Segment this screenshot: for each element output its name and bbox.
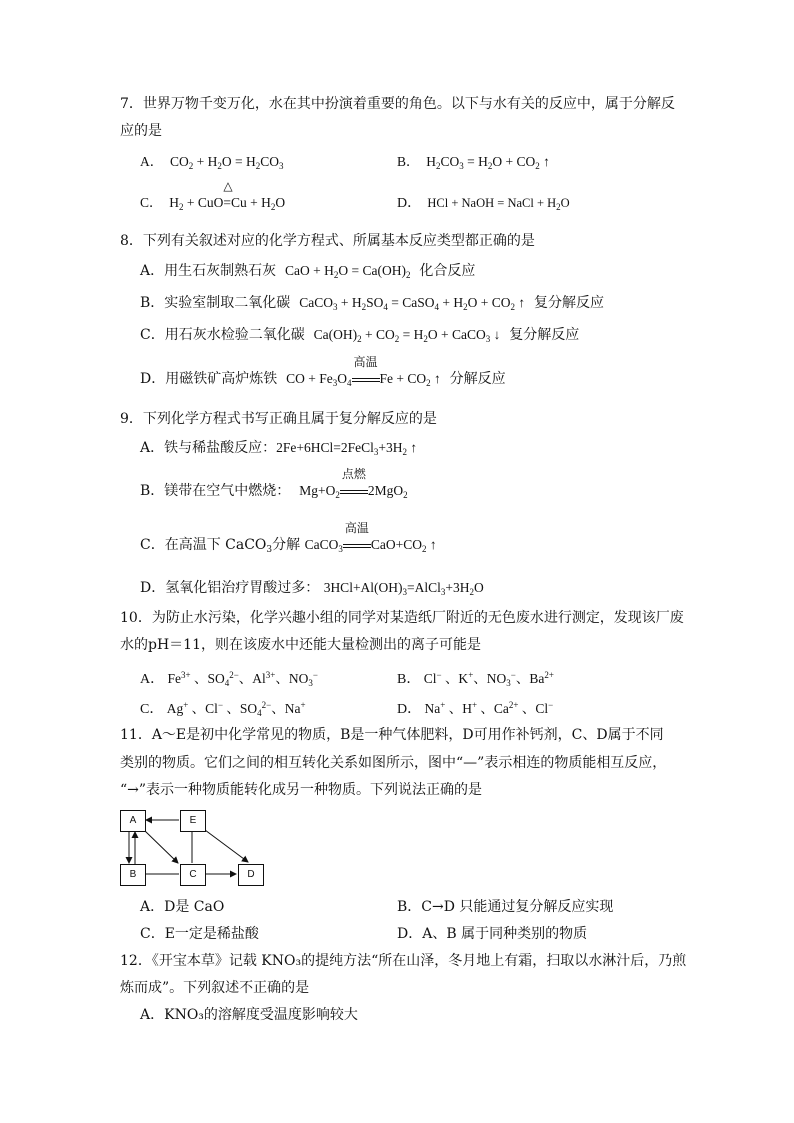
q8-option-c: C．用石灰水检验二氧化碳 $Ca(OH)_2 + CO_2 = H_2O$ + CaCO$_3$ ↓ 复分解反应 (140, 327, 580, 344)
q9-option-a: A．铁与稀盐酸反应：$2Fe+6HCl=2FeCl_3+3H_2$ ↑ (140, 440, 418, 457)
q11-option-a: A．D是 CaO (140, 899, 225, 915)
q8-option-b: B．实验室制取二氧化碳 CaCO$_3$ + $H_2SO_4$ = CaSO$_4$ + $H_2O + CO_2$ ↑ 复分解反应 (140, 295, 604, 312)
node-a: A (120, 810, 146, 832)
node-d: D (238, 864, 264, 886)
q9-stem: 9．下列化学方程式书写正确且属于复分解反应的是 (120, 411, 437, 427)
high-temp-condition-sign: 高温 (352, 370, 380, 388)
arrow-a-to-c (144, 830, 178, 863)
q7-option-d: D． HCl + NaOH = NaCl + $H_2O$ (397, 196, 570, 212)
high-temp-condition-sign-2: 高温 (343, 536, 371, 554)
q10-option-b: B． Cl− 、K+、$NO_3^-$、$Ba^{2+}$ (397, 670, 554, 688)
q8-option-d: D．用磁铁矿高炉炼铁 CO + $Fe_3O_4$ 高温 $Fe + CO_2$ ↑ 分解反应 (140, 355, 506, 388)
q7-stem-line2: 应的是 (120, 123, 162, 139)
q11-option-b: B．C→D 只能通过复分解反应实现 (397, 899, 614, 915)
node-c: C (180, 864, 206, 886)
q8-stem: 8．下列有关叙述对应的化学方程式、所属基本反应类型都正确的是 (120, 233, 535, 249)
q12-stem-line1: 12．《开宝本草》记载 KNO₃的提纯方法“所在山泽，冬月地上有霜，扫取以水淋汁后，乃煎 (120, 953, 687, 969)
q7-stem-line1: 7．世界万物千变万化，水在其中扮演着重要的角色。以下与水有关的反应中，属于分解反 (120, 96, 675, 112)
q10-option-d: D． Na+ 、H+ 、$Ca^{2+}$ 、Cl− (397, 700, 554, 717)
q12-stem-line2: 炼而成”。下列叙述不正确的是 (120, 980, 310, 996)
reaction-relationship-diagram (118, 808, 268, 892)
q12-option-a: A．KNO₃的溶解度受温度影响较大 (140, 1007, 358, 1023)
q11-stem-line2: 类别的物质。它们之间的相互转化关系如图所示，图中“—”表示相连的物质能相互反应， (120, 755, 667, 771)
q9-option-b: B．镁带在空气中燃烧： $Mg+O_2$ 点燃 2MgO$_2$ (140, 467, 408, 500)
q10-option-c: C． Ag+ 、Cl− 、$SO_4^{2-}$、Na+ (140, 700, 306, 718)
node-e: E (180, 810, 206, 832)
ignition-condition-sign: 点燃 (340, 482, 368, 500)
q11-option-c: C．E一定是稀盐酸 (140, 926, 259, 942)
q7-option-a: A． $CO_2 + H_2O = H_2CO_3$ (140, 154, 284, 171)
q7-option-c: C． $H_2$ + CuO △ $=Cu + H_2O$ (140, 179, 286, 212)
arrow-e-to-d (205, 830, 248, 862)
node-b: B (120, 864, 146, 886)
q10-stem-line1: 10．为防止水污染，化学兴趣小组的同学对某造纸厂附近的无色废水进行测定，发现该厂废 (120, 610, 684, 626)
q11-stem-line1: 11．A～E是初中化学常见的物质，B是一种气体肥料，D可用作补钙剂，C、D属于不同 (120, 727, 664, 743)
q11-option-d: D．A、B 属于同种类别的物质 (397, 926, 588, 942)
heat-condition-sign: △ = (223, 179, 233, 210)
q10-stem-line2: 水的pH＝11，则在该废水中还能大量检测出的离子可能是 (120, 637, 481, 653)
q10-option-a: A． $Fe^{3+}$ 、$SO_4^{2-}$、$Al^{3+}$、$NO_3^-$ (140, 670, 318, 688)
q8-option-a: A．用生石灰制熟石灰 CaO + $H_2O = Ca(OH)_2$ 化合反应 (140, 263, 476, 280)
q7-option-b: B． $H_2CO_3 = H_2O + CO_2$ ↑ (397, 154, 550, 171)
q11-stem-line3: “→”表示一种物质能转化成另一种物质。下列说法正确的是 (120, 782, 483, 798)
q9-option-c: C．在高温下 CaCO$_3$分解 CaCO$_3$ 高温 $CaO+CO_2$ ↑ (140, 521, 437, 555)
q9-option-d: D．氢氧化铝治疗胃酸过多： $3HCl+Al(OH)_3=AlCl_3+3H_2O$ (140, 580, 484, 597)
